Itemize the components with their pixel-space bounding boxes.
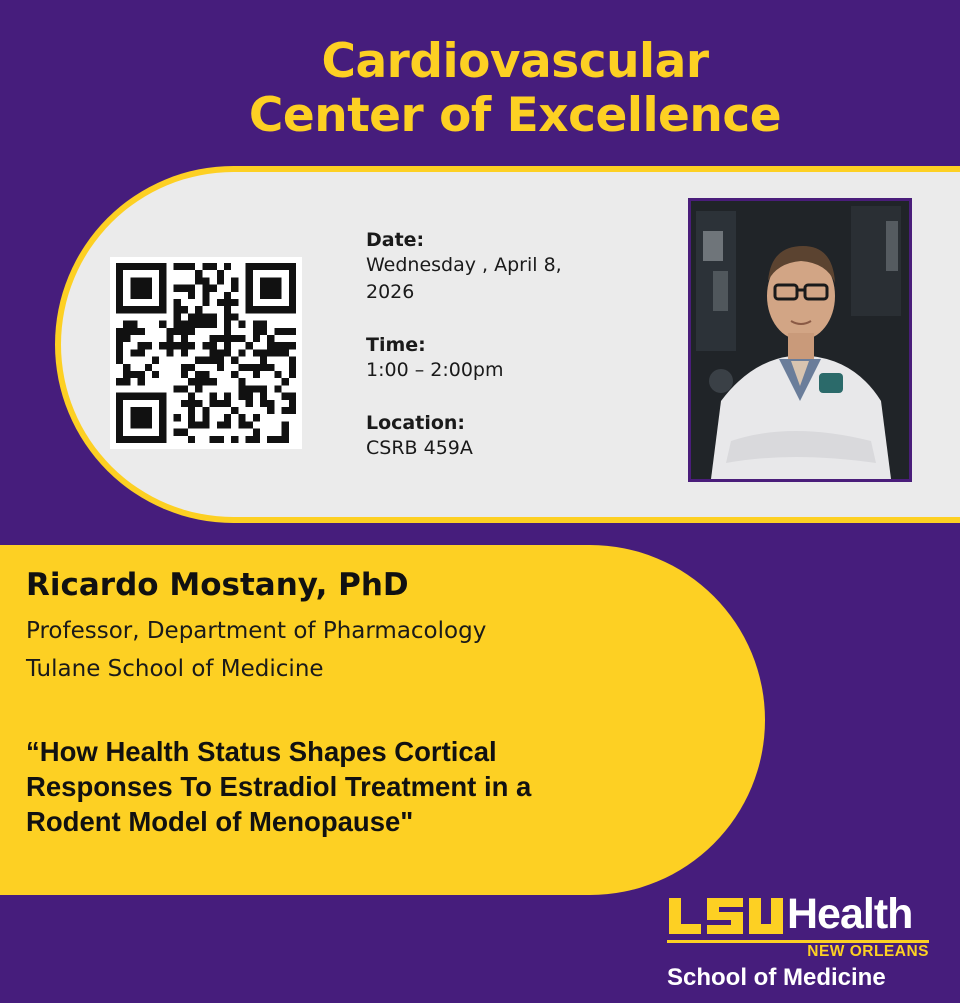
date-value-line1: Wednesday , April 8, (366, 254, 562, 276)
logo-health-text: Health (787, 890, 913, 938)
speaker-position: Professor, Department of Pharmacology (26, 618, 487, 644)
qr-code[interactable] (110, 257, 302, 449)
time-label: Time: (366, 334, 426, 356)
location-label: Location: (366, 412, 466, 434)
date-value-line2: 2026 (366, 281, 415, 303)
speaker-photo (688, 198, 912, 482)
talk-title (26, 734, 666, 839)
lsu-logo-icon (667, 892, 785, 936)
talk-title-line1: “How Health Status Shapes Cortical (26, 736, 497, 767)
time-value: 1:00 – 2:00pm (366, 359, 504, 381)
lsu-health-logo (667, 892, 937, 992)
speaker-portrait-icon (691, 201, 909, 479)
speaker-name: Ricardo Mostany, PhD (26, 567, 409, 603)
location-value: CSRB 459A (366, 437, 473, 459)
page-title-line2: Center of Excellence (248, 88, 782, 143)
logo-school-of-medicine: School of Medicine (667, 964, 886, 991)
logo-new-orleans: NEW ORLEANS (807, 943, 929, 960)
talk-title-line3: Rodent Model of Menopause" (26, 806, 414, 837)
talk-title-line2: Responses To Estradiol Treatment in a (26, 771, 532, 802)
qr-code-icon (116, 263, 296, 443)
date-label: Date: (366, 229, 425, 251)
event-details (366, 228, 666, 462)
page-title-line1: Cardiovascular (321, 34, 709, 89)
speaker-institution: Tulane School of Medicine (26, 656, 324, 682)
